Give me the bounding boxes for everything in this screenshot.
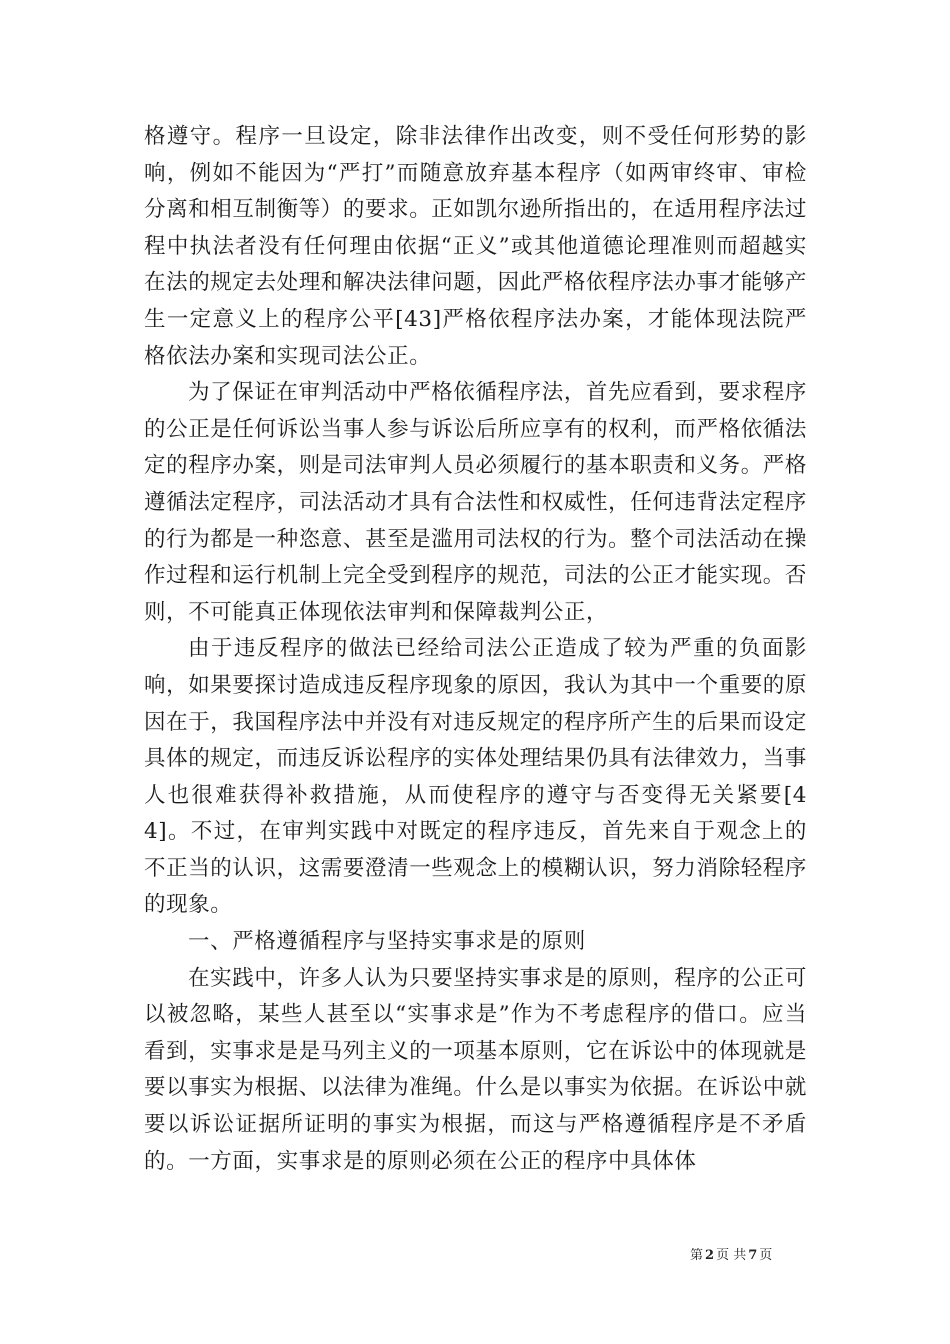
current-page: 2	[705, 1248, 715, 1263]
paragraph-3: 由于违反程序的做法已经给司法公正造成了较为严重的负面影响，如果要探讨造成违反程序现象的原因，我认为其中一个重要的原因在于，我国程序法中并没有对违反规定的程序所产生的后果而设定具体的规定，而违反诉讼程序的实体处理结果仍具有法律效力，当事人也很难获得补救措施，从而使程序的遵守与否变得无关紧要[44]。不过，在审判实践中对既定的程序违反，首先来自于观念上的不正当的认识，这需要澄清一些观念上的模糊认识，努力消除轻程序的现象。	[144, 636, 808, 918]
paragraph-2: 为了保证在审判活动中严格依循程序法，首先应看到，要求程序的公正是任何诉讼当事人参与诉讼后所应享有的权利，而严格依循法定的程序办案，则是司法审判人员必须履行的基本职责和义务。严格遵循法定程序，司法活动才具有合法性和权威性，任何违背法定程序的行为都是一种恣意、甚至是滥用司法权的行为。整个司法活动在操作过程和运行机制上完全受到程序的规范，司法的公正才能实现。否则，不可能真正体现依法审判和保障裁判公正，	[144, 380, 808, 625]
total-pages: 7	[748, 1248, 758, 1263]
page-number-prefix: 第	[690, 1248, 704, 1263]
paragraph-1: 格遵守。程序一旦设定，除非法律作出改变，则不受任何形势的影响，例如不能因为“严打”而随意放弃基本程序（如两审终审、审检分离和相互制衡等）的要求。正如凯尔逊所指出的，在适用程序法过程中执法者没有任何理由依据“正义”或其他道德论理准则而超越实在法的规定去处理和解决法律问题，因此严格依程序法办事才能够产生一定意义上的程序公平[43]严格依程序法办案，才能体现法院严格依法办案和实现司法公正。	[144, 124, 808, 369]
paragraph-4: 在实践中，许多人认为只要坚持实事求是的原则，程序的公正可以被忽略，某些人甚至以“实事求是”作为不考虑程序的借口。应当看到，实事求是是马列主义的一项基本原则，它在诉讼中的体现就是要以事实为根据、以法律为准绳。什么是以事实为依据。在诉讼中就要以诉讼证据所证明的事实为根据，而这与严格遵循程序是不矛盾的。一方面，实事求是的原则必须在公正的程序中具体体	[144, 965, 808, 1174]
page-number-suffix: 页	[759, 1248, 773, 1263]
document-body	[144, 119, 807, 1180]
page-number	[690, 1247, 820, 1265]
section-heading: 一、严格遵循程序与坚持实事求是的原则	[188, 929, 586, 955]
page-number-middle: 页 共	[716, 1248, 747, 1263]
